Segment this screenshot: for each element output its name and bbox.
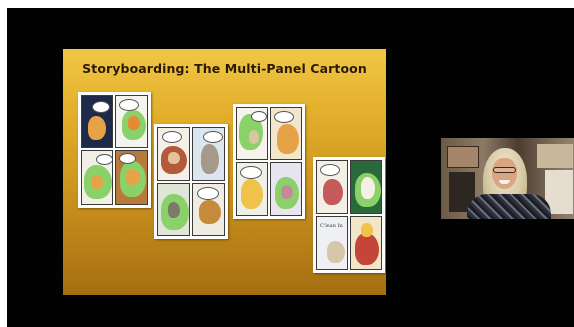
comic-panel <box>350 216 382 270</box>
comic-panel <box>157 127 190 181</box>
comic-panel <box>115 150 148 205</box>
strip-caption: C'lean In <box>320 223 343 229</box>
slide-title: Storyboarding: The Multi-Panel Cartoon <box>82 61 367 76</box>
comic-panel <box>316 160 348 214</box>
comic-panel <box>81 150 113 205</box>
comic-panel <box>316 216 348 270</box>
comic-panel <box>236 107 268 160</box>
comic-panel <box>192 183 225 236</box>
comic-panel <box>270 162 302 216</box>
participant-shirt <box>467 194 551 219</box>
screen-share-stage <box>7 8 574 327</box>
comic-panel <box>81 95 113 148</box>
participant-face <box>492 158 517 189</box>
comic-strip-4 <box>313 157 385 273</box>
comic-panel <box>115 95 148 148</box>
comic-strip-2 <box>154 124 228 239</box>
presentation-slide <box>63 49 386 295</box>
comic-panel <box>270 107 302 160</box>
participant-glasses <box>493 167 516 173</box>
comic-strip-3 <box>233 104 305 219</box>
comic-panel <box>350 160 382 214</box>
comic-strip-1 <box>78 92 151 208</box>
comic-panel <box>236 162 268 216</box>
comic-panel <box>157 183 190 236</box>
comic-panel <box>192 127 225 181</box>
participant-video-tile[interactable] <box>441 138 574 219</box>
